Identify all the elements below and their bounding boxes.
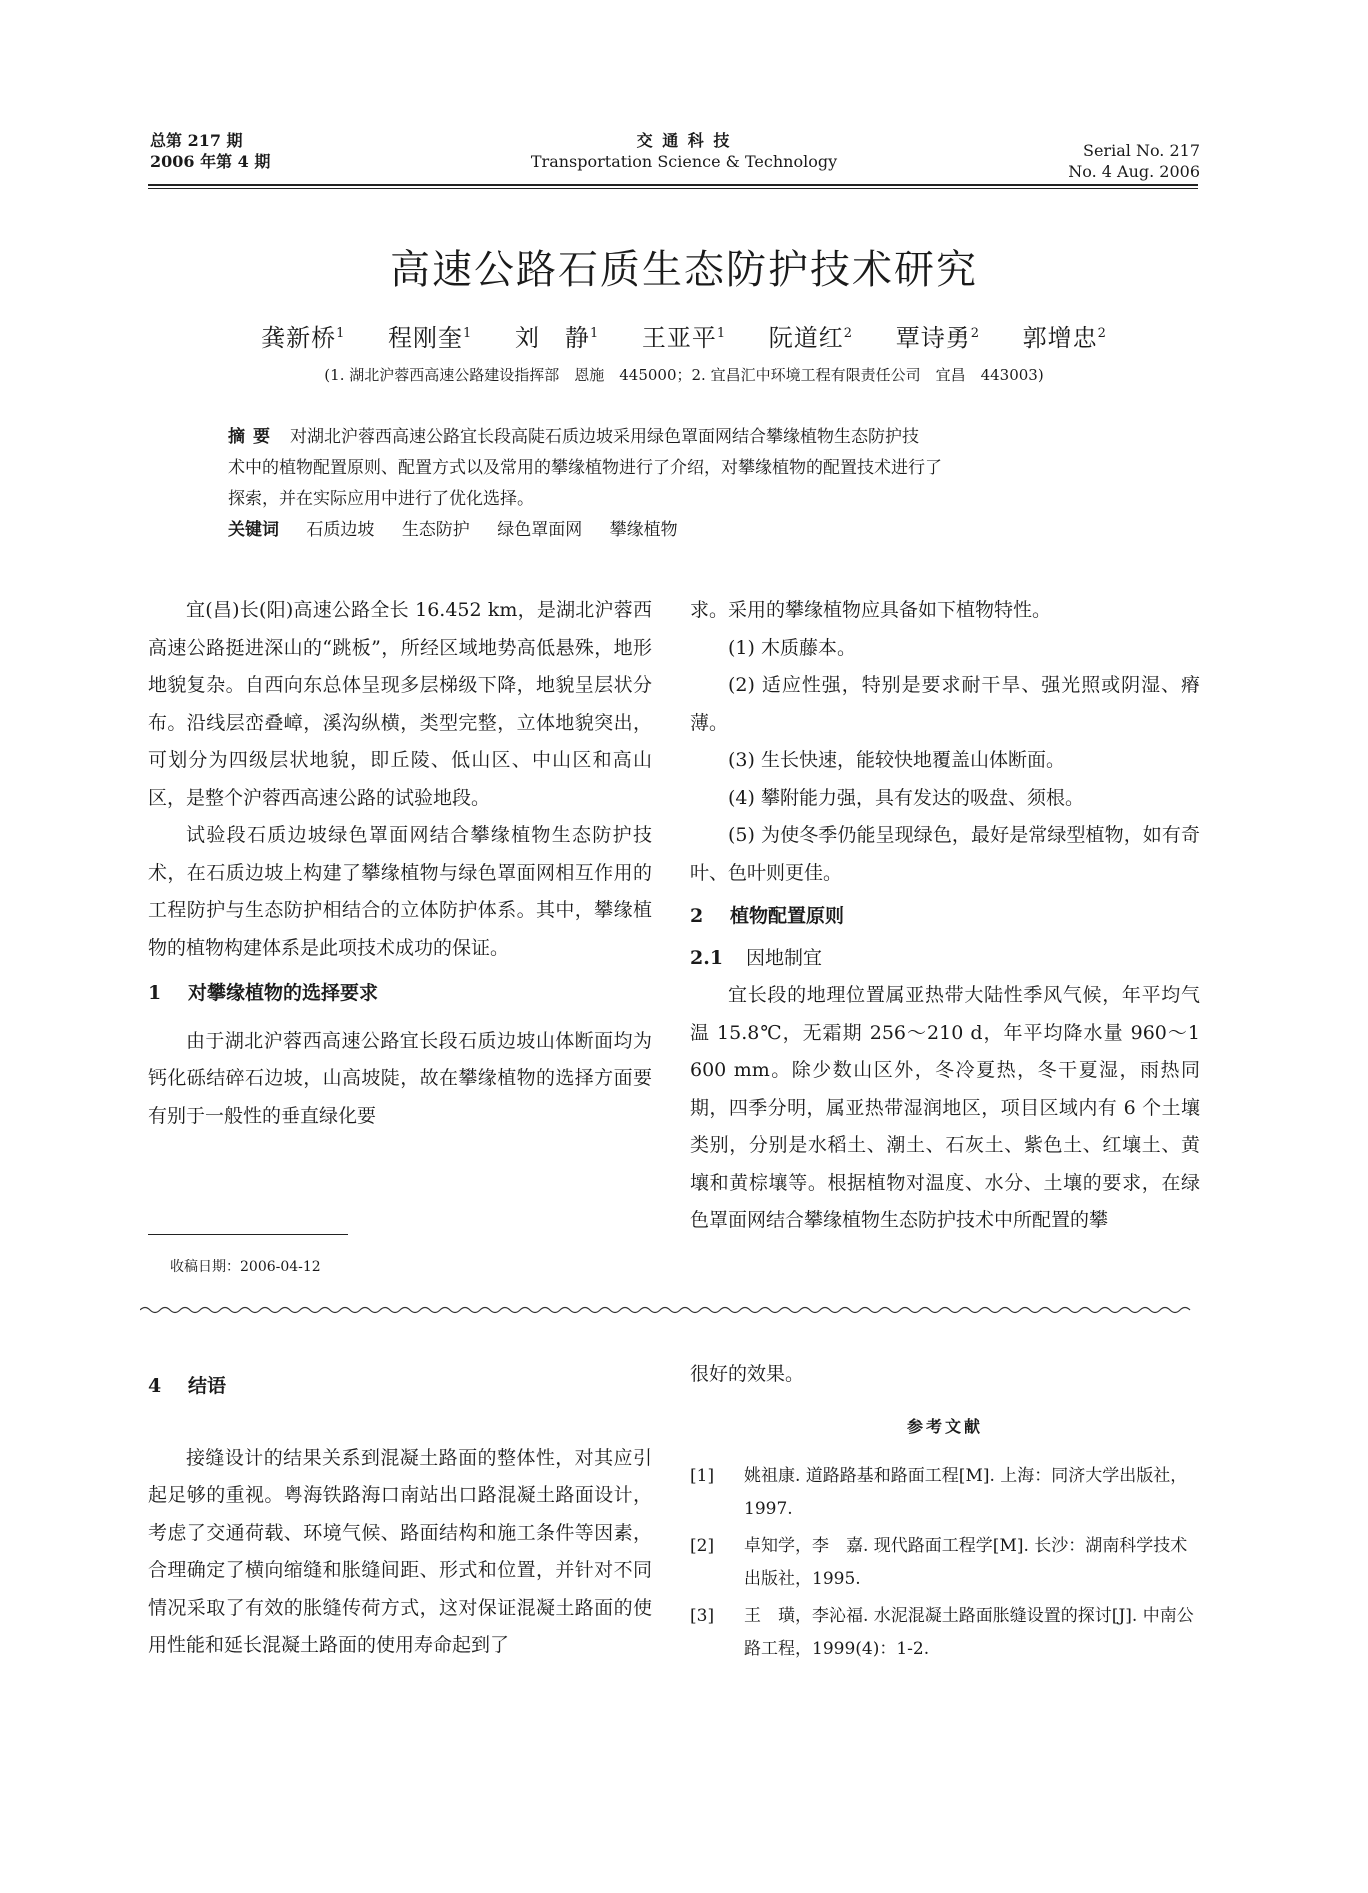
list-item: (2) 适应性强，特别是要求耐干旱、强光照或阴湿、瘠薄。 bbox=[690, 674, 1200, 734]
author: 郭增忠$^2$ bbox=[1022, 324, 1107, 352]
paragraph: 试验段石质边坡绿色罩面网结合攀缘植物生态防护技术，在石质边坡上构建了攀缘植物与绿色罩面网相互作用的工程防护与生态防护相结合的立体防护体系。其中，攀缘植物的植物构建体系是此项技术成功的保证。 bbox=[148, 824, 652, 959]
wavy-divider bbox=[140, 1304, 1200, 1316]
header-right-line1: Serial No. 217 bbox=[1083, 141, 1200, 160]
footnote-rule bbox=[148, 1234, 348, 1235]
header-left-line2: 2006 年第 4 期 bbox=[150, 152, 271, 171]
keyword: 生态防护 bbox=[401, 520, 470, 540]
subsection-heading: 2.1 因地制宜 bbox=[690, 946, 823, 969]
header-rule-thick bbox=[148, 184, 1198, 186]
author: 覃诗勇$^2$ bbox=[895, 324, 980, 352]
right-column bbox=[690, 592, 1200, 1240]
abstract-line: 探索，并在实际应用中进行了优化选择。 bbox=[228, 489, 534, 509]
keyword: 石质边坡 bbox=[306, 520, 375, 540]
bottom-right-column bbox=[690, 1356, 1200, 1394]
abstract-line: 摘要 对湖北沪蓉西高速公路宜长段高陡石质边坡采用绿色罩面网结合攀缘植物生态防护技 bbox=[228, 427, 919, 447]
author: 刘 静$^1$ bbox=[514, 324, 600, 352]
references-heading: 参考文献 bbox=[906, 1417, 983, 1436]
abstract-label: 摘要 bbox=[228, 427, 278, 447]
author: 王亚平$^1$ bbox=[641, 324, 727, 352]
author: 阮道红$^2$ bbox=[768, 324, 854, 352]
keywords bbox=[228, 515, 1138, 546]
affiliation: (1. 湖北沪蓉西高速公路建设指挥部 恩施 445000；2. 宜昌汇中环境工程有限责任公司 宜昌 443003) bbox=[324, 366, 1044, 384]
header-issue-right bbox=[1068, 140, 1200, 182]
paragraph: 求。采用的攀缘植物应具备如下植物特性。 bbox=[690, 599, 1052, 621]
abstract-line: 术中的植物配置原则、配置方式以及常用的攀缘植物进行了介绍，对攀缘植物的配置技术进行了 bbox=[228, 458, 942, 478]
reference-item: [2] 卓知学，李 嘉. 现代路面工程学[M]. 长沙：湖南科学技术出版社，1995. bbox=[690, 1536, 1188, 1589]
received-date: 收稿日期：2006-04-12 bbox=[170, 1259, 321, 1275]
header-issue-left bbox=[150, 130, 270, 172]
list-item: (5) 为使冬季仍能呈现绿色，最好是常绿型植物，如有奇叶、色叶则更佳。 bbox=[690, 824, 1200, 884]
header-journal bbox=[434, 130, 934, 172]
journal-name-en: Transportation Science & Technology bbox=[530, 152, 838, 171]
reference-item: [1] 姚祖康. 道路路基和路面工程[M]. 上海：同济大学出版社，1997. bbox=[690, 1466, 1188, 1519]
section-heading: 4 结语 bbox=[148, 1375, 227, 1397]
abstract-block bbox=[228, 422, 1138, 546]
reference-list bbox=[690, 1460, 1202, 1666]
header-rule-thin bbox=[148, 188, 1198, 189]
list-item: (4) 攀附能力强，具有发达的吸盘、须根。 bbox=[728, 786, 1084, 809]
header-right-line2: No. 4 Aug. 2006 bbox=[1068, 162, 1200, 181]
paragraph: 宜长段的地理位置属亚热带大陆性季风气候，年平均气温 15.8℃，无霜期 256～210 d，年平均降水量 960～1 600 mm。除少数山区外，冬冷夏热，冬干夏湿，雨热同期，四季分明，属亚热带湿润地区，项目区域内有 6 个土壤类别，分别是水稻土、潮土、石灰土、紫色土、红壤土、黄壤和黄棕壤等。根据植物对温度、水分、土壤的要求，在绿色罩面网结合攀缘植物生态防护技术中所配置的攀 bbox=[690, 984, 1200, 1231]
left-column bbox=[148, 592, 652, 1135]
author: 龚新桥$^1$ bbox=[261, 324, 346, 352]
paragraph: 宜(昌)长(阳)高速公路全长 16.452 km，是湖北沪蓉西高速公路挺进深山的“跳板”，所经区域地势高低悬殊，地形地貌复杂。自西向东总体呈现多层梯级下降，地貌呈层状分布。沿线层峦叠嶂，溪沟纵横，类型完整，立体地貌突出，可划分为四级层状地貌，即丘陵、低山区、中山区和高山区，是整个沪蓉西高速公路的试验地段。 bbox=[148, 599, 652, 809]
bottom-left-column bbox=[148, 1368, 652, 1665]
paper-title: 高速公路石质生态防护技术研究 bbox=[390, 247, 978, 293]
keyword: 绿色罩面网 bbox=[497, 520, 583, 540]
author: 程刚奎$^1$ bbox=[388, 324, 473, 352]
paragraph: 由于湖北沪蓉西高速公路宜长段石质边坡山体断面均为钙化砾结碎石边坡，山高坡陡，故在攀缘植物的选择方面要有别于一般性的垂直绿化要 bbox=[148, 1029, 652, 1127]
keyword: 攀缘植物 bbox=[609, 520, 678, 540]
journal-name-cn: 交 通 科 技 bbox=[636, 131, 732, 150]
paragraph: 接缝设计的结果关系到混凝土路面的整体性，对其应引起足够的重视。粤海铁路海口南站出口路混凝土路面设计，考虑了交通荷载、环境气候、路面结构和施工条件等因素，合理确定了横向缩缝和胀缝间距、形式和位置，并针对不同情况采取了有效的胀缝传荷方式，这对保证混凝土路面的使用性能和延长混凝土路面的使用寿命起到了 bbox=[148, 1446, 652, 1656]
section-heading: 2 植物配置原则 bbox=[690, 905, 845, 927]
keywords-label: 关键词 bbox=[228, 520, 279, 540]
header-left-line1: 总第 217 期 bbox=[150, 131, 243, 150]
list-item: (1) 木质藤本。 bbox=[728, 636, 856, 659]
reference-item: [3] 王 璜，李沁福. 水泥混凝土路面胀缝设置的探讨[J]. 中南公路工程，1999(4)：1-2. bbox=[690, 1606, 1194, 1659]
section-heading: 1 对攀缘植物的选择要求 bbox=[148, 982, 379, 1004]
paragraph: 很好的效果。 bbox=[690, 1363, 805, 1385]
author-list bbox=[0, 318, 1368, 353]
list-item: (3) 生长快速，能较快地覆盖山体断面。 bbox=[728, 749, 1065, 771]
